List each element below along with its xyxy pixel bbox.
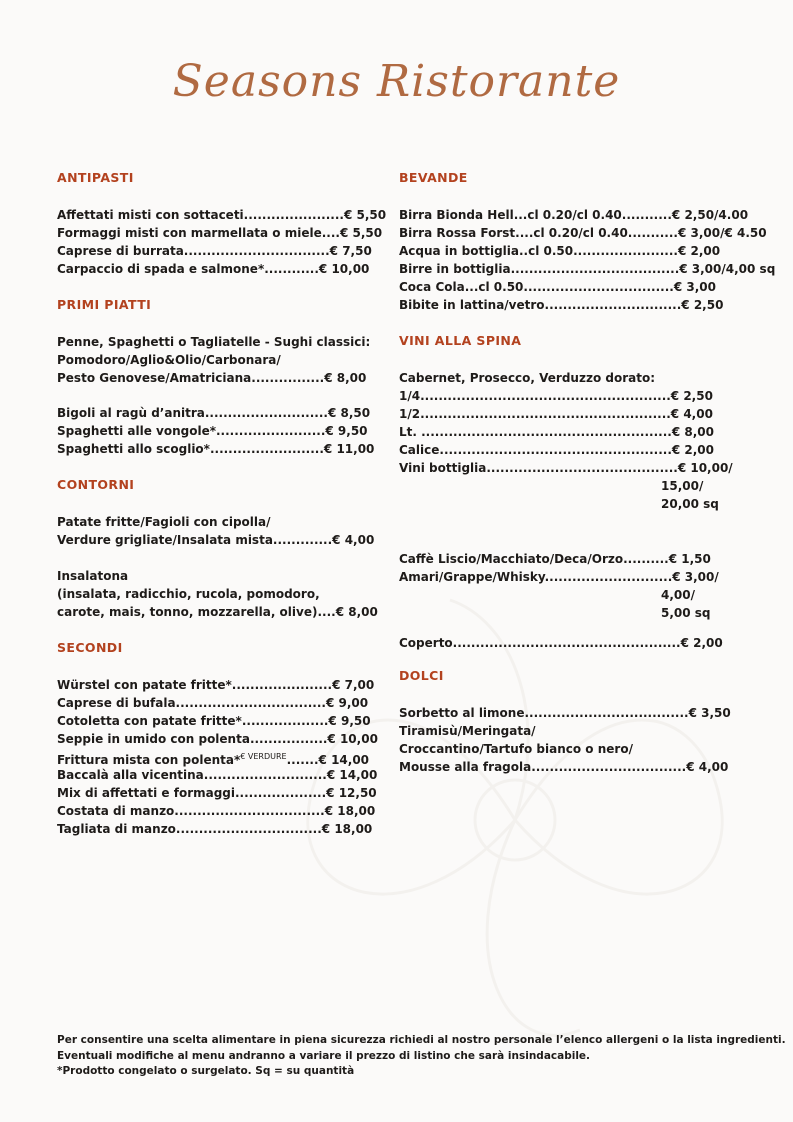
menu-item: Bibite in lattina/vetro..............................€ 2,50 bbox=[399, 298, 724, 312]
menu-item: Bigoli al ragù d’anitra...........................€ 8,50 bbox=[57, 406, 371, 420]
menu-item: Pesto Genovese/Amatriciana................€ 8,00 bbox=[57, 371, 367, 385]
menu-item: Mix di affettati e formaggi....................€ 12,50 bbox=[57, 786, 377, 800]
menu-item: Baccalà alla vicentina...........................€ 14,00 bbox=[57, 768, 378, 782]
section-title-dolci: DOLCI bbox=[399, 668, 444, 683]
right-column bbox=[399, 170, 776, 776]
menu-item: Caffè Liscio/Macchiato/Deca/Orzo..........€ 1,50 bbox=[399, 552, 711, 566]
menu-item: Mousse alla fragola..................................€ 4,00 bbox=[399, 760, 729, 774]
menu-item: Acqua in bottiglia..cl 0.50.......................€ 2,00 bbox=[399, 244, 721, 258]
item-name: Frittura mista con polenta* bbox=[57, 753, 241, 767]
menu-item: Cotoletta con patate fritte*...................€ 9,50 bbox=[57, 714, 371, 728]
left-column bbox=[57, 170, 387, 838]
menu-item: Cabernet, Prosecco, Verduzzo dorato: bbox=[399, 371, 655, 385]
footer-notes bbox=[57, 1033, 786, 1080]
menu-item-price-cont: 15,00/ bbox=[661, 479, 704, 493]
menu-item: Würstel con patate fritte*......................€ 7,00 bbox=[57, 678, 375, 692]
footer-frozen-note: *Prodotto congelato o surgelato. Sq = su quantità bbox=[57, 1065, 355, 1077]
menu-item: Birre in bottiglia.....................................€ 3,00/4,00 sq bbox=[399, 262, 776, 276]
menu-item: Caprese di burrata................................€ 7,50 bbox=[57, 244, 372, 258]
menu-item: Verdure grigliate/Insalata mista.............€ 4,00 bbox=[57, 533, 375, 547]
menu-item: Amari/Grappe/Whisky............................€ 3,00/ bbox=[399, 570, 719, 584]
menu-item: Tagliata di manzo................................€ 18,00 bbox=[57, 822, 373, 836]
menu-item: Patate fritte/Fagioli con cipolla/ bbox=[57, 515, 271, 529]
menu-item: Affettati misti con sottaceti......................€ 5,50 bbox=[57, 208, 387, 222]
menu-item-price-cont: 5,00 sq bbox=[661, 606, 711, 620]
menu-item: Insalatona bbox=[57, 569, 129, 583]
section-title-bevande: BEVANDE bbox=[399, 170, 468, 185]
menu-item: Lt. .......................................................€ 8,00 bbox=[399, 425, 714, 439]
section-title-secondi: SECONDI bbox=[57, 640, 123, 655]
menu-item: 1/2.......................................................€ 4,00 bbox=[399, 407, 713, 421]
menu-item-price-cont: 4,00/ bbox=[661, 588, 695, 602]
page-title: Seasons Ristorante bbox=[172, 56, 621, 107]
menu-item: Seppie in umido con polenta.................€ 10,00 bbox=[57, 732, 378, 746]
menu-item-coperto: Coperto..................................................€ 2,00 bbox=[399, 636, 723, 650]
menu-item: (insalata, radicchio, rucola, pomodoro, bbox=[57, 587, 320, 601]
menu-item: Tiramisù/Meringata/ bbox=[399, 724, 536, 738]
menu-item: Birra Rossa Forst....cl 0.20/cl 0.40...........€ 3,00/€ 4.50 bbox=[399, 226, 767, 240]
section-title-vini: VINI ALLA SPINA bbox=[399, 333, 522, 348]
menu-item: Formaggi misti con marmellata o miele....€ 5,50 bbox=[57, 226, 383, 240]
menu-item: Croccantino/Tartufo bianco o nero/ bbox=[399, 742, 633, 756]
menu-item: Birra Bionda Hell...cl 0.20/cl 0.40...........€ 2,50/4.00 bbox=[399, 208, 749, 222]
menu-item: Penne, Spaghetti o Tagliatelle - Sughi classici: bbox=[57, 335, 371, 349]
menu-item: 1/4.......................................................€ 2,50 bbox=[399, 389, 713, 403]
menu-item: Spaghetti allo scoglio*.........................€ 11,00 bbox=[57, 442, 375, 456]
menu-item: Calice...................................................€ 2,00 bbox=[399, 443, 715, 457]
menu-item: Caprese di bufala.................................€ 9,00 bbox=[57, 696, 369, 710]
menu-item: Coca Cola...cl 0.50.................................€ 3,00 bbox=[399, 280, 716, 294]
menu-item: Costata di manzo.................................€ 18,00 bbox=[57, 804, 376, 818]
menu-item: Carpaccio di spada e salmone*............€ 10,00 bbox=[57, 262, 370, 276]
menu-item: Sorbetto al limone....................................€ 3,50 bbox=[399, 706, 731, 720]
menu-item-frittura bbox=[57, 748, 370, 767]
menu-item: carote, mais, tonno, mozzarella, olive)....€ 8,00 bbox=[57, 605, 378, 619]
handwritten-note: € VERDURE bbox=[240, 752, 287, 761]
menu-item: Pomodoro/Aglio&Olio/Carbonara/ bbox=[57, 353, 281, 367]
menu-item: Vini bottiglia..........................................€ 10,00/ bbox=[399, 461, 733, 475]
section-title-antipasti: ANTIPASTI bbox=[57, 170, 134, 185]
menu-item-price-cont: 20,00 sq bbox=[661, 497, 719, 511]
menu-item: Spaghetti alle vongole*........................€ 9,50 bbox=[57, 424, 368, 438]
footer-price-note: Eventuali modifiche al menu andranno a variare il prezzo di listino che sarà insindacabile. bbox=[57, 1049, 591, 1062]
section-title-primi: PRIMI PIATTI bbox=[57, 297, 152, 312]
section-title-contorni: CONTORNI bbox=[57, 477, 135, 492]
footer-allergen-note: Per consentire una scelta alimentare in piena sicurezza richiedi al nostro personale l’elenco allergeni o la lista ingredienti. bbox=[57, 1034, 786, 1046]
item-price: .......€ 14,00 bbox=[286, 753, 370, 767]
